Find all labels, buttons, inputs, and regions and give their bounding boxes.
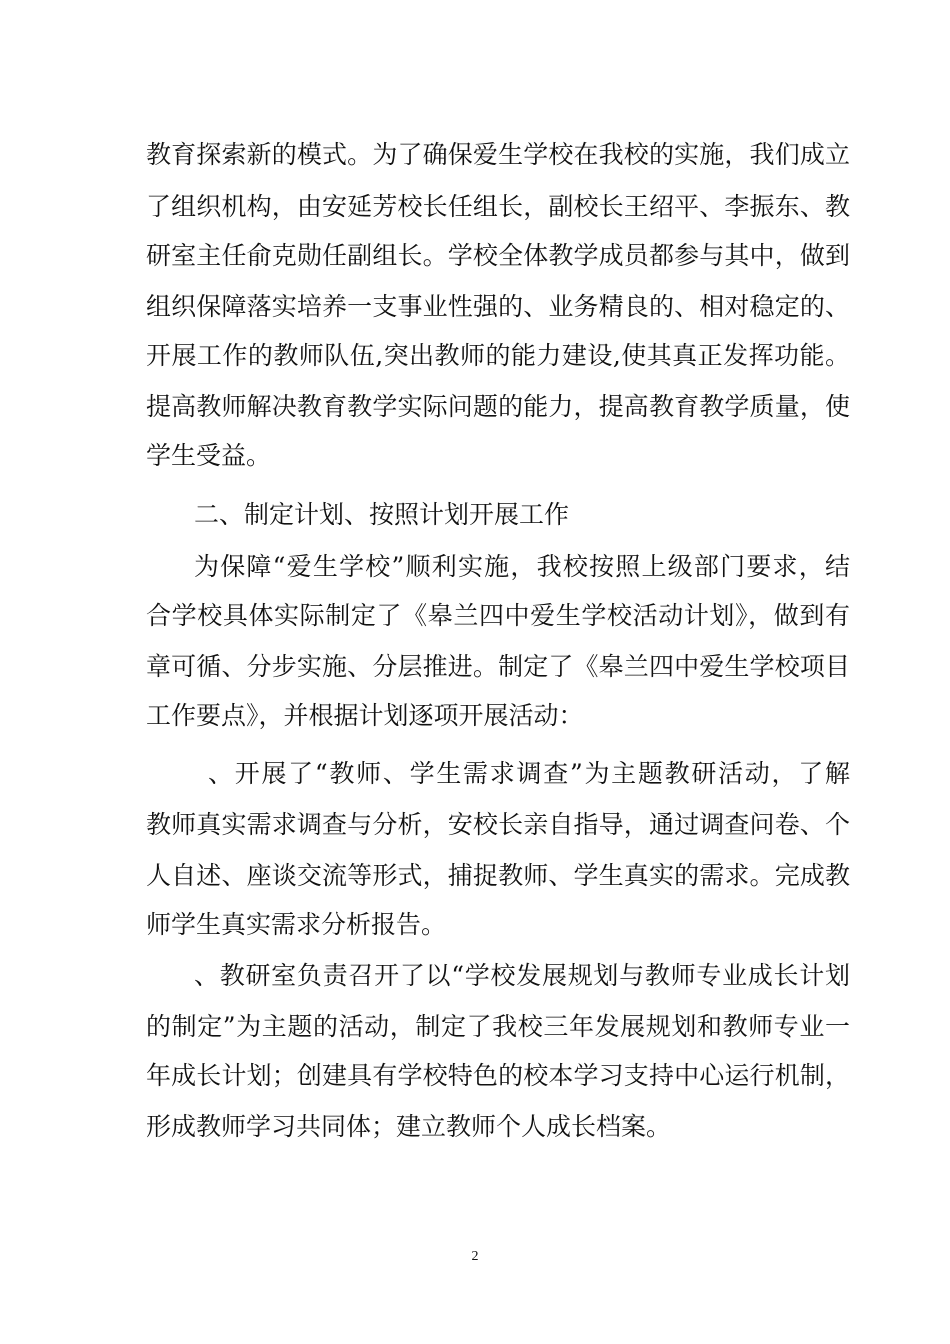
paragraph-line: 形成教师学习共同体；建立教师个人成长档案。 bbox=[146, 1112, 672, 1141]
paragraph-line: 组织保障落实培养一支事业性强的、业务精良的、相对稳定的、 bbox=[146, 292, 850, 321]
paragraph-line: 年成长计划；创建具有学校特色的校本学习支持中心运行机制， bbox=[146, 1061, 850, 1090]
paragraph-line: 、开展了“教师、学生需求调查”为主题教研活动，了解 bbox=[208, 759, 850, 788]
paragraph-line: 工作要点》，并根据计划逐项开展活动： bbox=[146, 701, 584, 730]
paragraph-line: 研室主任俞克勋任副组长。学校全体教学成员都参与其中，做到 bbox=[146, 241, 850, 270]
paragraph-line: 章可循、分步实施、分层推进。制定了《皋兰四中爱生学校项目 bbox=[146, 652, 850, 681]
paragraph-line: 了组织机构，由安延芳校长任组长，副校长王绍平、李振东、教 bbox=[146, 192, 850, 221]
section-heading: 二、制定计划、按照计划开展工作 bbox=[194, 500, 570, 529]
paragraph-line: 人自述、座谈交流等形式，捕捉教师、学生真实的需求。完成教 bbox=[146, 861, 850, 890]
paragraph-line: 提高教师解决教育教学实际问题的能力，提高教育教学质量，使 bbox=[146, 392, 850, 421]
paragraph-line: 师学生真实需求分析报告。 bbox=[146, 910, 447, 939]
page-number: 2 bbox=[471, 1249, 479, 1264]
paragraph-line: 教师真实需求调查与分析，安校长亲自指导，通过调查问卷、个 bbox=[146, 810, 850, 839]
paragraph-line: 、教研室负责召开了以“学校发展规划与教师专业成长计划 bbox=[194, 961, 850, 990]
paragraph-line: 的制定”为主题的活动，制定了我校三年发展规划和教师专业一 bbox=[146, 1012, 850, 1041]
paragraph-line: 学生受益。 bbox=[146, 441, 272, 470]
paragraph-line: 为保障“爱生学校”顺利实施，我校按照上级部门要求，结 bbox=[194, 552, 850, 581]
paragraph-line: 合学校具体实际制定了《皋兰四中爱生学校活动计划》，做到有 bbox=[146, 601, 850, 630]
paragraph-line: 开展工作的教师队伍,突出教师的能力建设,使其真正发挥功能。 bbox=[146, 341, 850, 370]
paragraph-line: 教育探索新的模式。为了确保爱生学校在我校的实施，我们成立 bbox=[146, 140, 850, 169]
